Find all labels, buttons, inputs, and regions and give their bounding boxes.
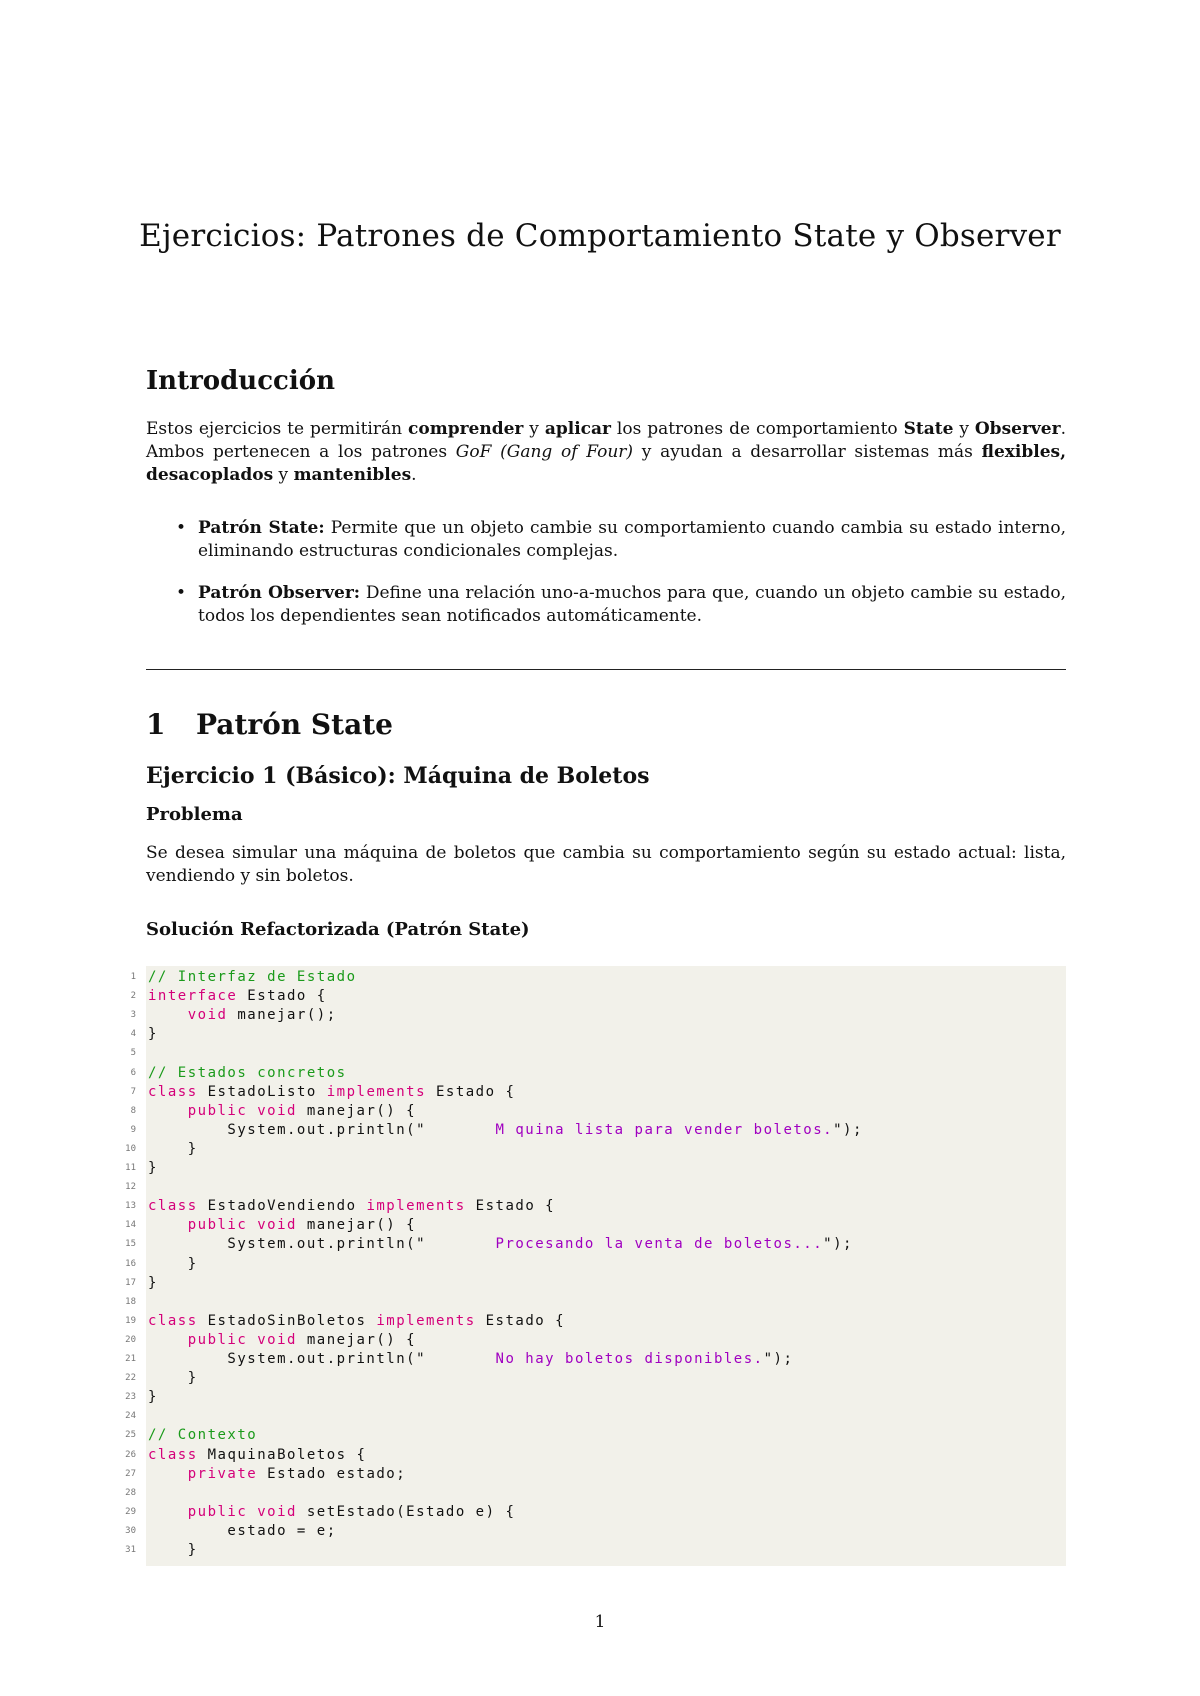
code-text: estado = e; xyxy=(148,1522,337,1539)
line-number: 15 xyxy=(125,1239,136,1250)
code-keyword: implements xyxy=(366,1198,466,1215)
code-keyword: implements xyxy=(376,1312,476,1329)
code-keyword: void xyxy=(187,1007,228,1024)
code-line xyxy=(125,1369,1066,1388)
bold-run: Observer xyxy=(974,419,1061,439)
code-line xyxy=(125,1312,1066,1331)
text-run: Estos ejercicios te permitirán xyxy=(146,419,409,439)
code-comment: // Interfaz de Estado xyxy=(148,969,357,985)
bullet-item-state xyxy=(146,517,1066,563)
line-number: 29 xyxy=(125,1506,136,1517)
text-run: y xyxy=(523,419,545,439)
code-string: No hay boletos disponibles. xyxy=(426,1351,764,1367)
line-number: 16 xyxy=(125,1258,136,1269)
code-text: } xyxy=(148,1026,158,1043)
code-keyword: class xyxy=(148,1446,198,1463)
code-block xyxy=(125,966,1066,1566)
code-line xyxy=(125,1446,1066,1465)
code-text xyxy=(148,1103,188,1119)
code-line xyxy=(125,1350,1066,1369)
line-number: 2 xyxy=(130,991,136,1002)
code-line xyxy=(125,1388,1066,1407)
code-line xyxy=(130,1006,1066,1025)
line-number: 6 xyxy=(130,1067,136,1078)
code-content xyxy=(148,1312,565,1331)
line-number: 22 xyxy=(125,1373,136,1384)
code-text: } xyxy=(148,1160,158,1176)
line-number: 8 xyxy=(130,1105,136,1116)
code-text xyxy=(148,1466,188,1482)
code-line xyxy=(125,1484,1066,1503)
code-content xyxy=(148,1064,347,1083)
code-content xyxy=(148,1255,198,1274)
code-line xyxy=(130,1025,1066,1044)
code-line xyxy=(130,987,1066,1006)
code-keyword: class xyxy=(148,1083,198,1100)
code-line xyxy=(125,1522,1066,1541)
code-line xyxy=(125,1178,1066,1197)
code-text xyxy=(148,1007,188,1023)
code-content xyxy=(148,1274,158,1293)
code-content xyxy=(148,1503,515,1522)
code-text: } xyxy=(148,1542,198,1558)
code-content xyxy=(148,1388,158,1407)
bullet-text xyxy=(198,517,1066,563)
section-heading xyxy=(146,708,393,741)
code-text xyxy=(247,1504,257,1520)
code-text: manejar() { xyxy=(296,1217,417,1234)
line-number: 28 xyxy=(125,1487,136,1498)
code-keyword: interface xyxy=(148,988,238,1005)
code-content xyxy=(148,1197,555,1216)
line-number: 5 xyxy=(130,1048,136,1059)
code-line xyxy=(130,1044,1066,1063)
code-text: setEstado(Estado e) { xyxy=(296,1503,516,1520)
code-text: EstadoVendiendo xyxy=(197,1198,367,1215)
code-keyword: class xyxy=(148,1312,198,1329)
code-line xyxy=(125,1216,1066,1235)
line-number: 30 xyxy=(125,1525,136,1536)
problem-heading: Problema xyxy=(146,804,243,825)
code-comment: // Contexto xyxy=(148,1427,258,1444)
bullet-body: Permite que un objeto cambie su comportamiento cuando cambia su estado interno, eliminando estructuras condicionales complejas. xyxy=(198,518,1066,561)
bold-run: State xyxy=(903,419,954,439)
code-content xyxy=(148,1331,416,1350)
text-run: y ayudan a desarrollar sistemas más xyxy=(633,442,982,462)
code-line xyxy=(125,1293,1066,1312)
code-text: "); xyxy=(823,1236,853,1253)
code-text xyxy=(148,1332,188,1348)
line-number: 19 xyxy=(125,1315,136,1326)
code-line xyxy=(125,1197,1066,1216)
code-text: } xyxy=(148,1255,198,1272)
line-number: 10 xyxy=(125,1143,136,1154)
text-run: . xyxy=(411,465,417,485)
code-comment: // Estados concretos xyxy=(148,1064,347,1081)
line-number: 26 xyxy=(125,1449,136,1460)
code-content xyxy=(148,987,327,1006)
code-text: EstadoListo xyxy=(197,1083,327,1100)
code-text: manejar() { xyxy=(296,1102,417,1119)
code-line xyxy=(125,1541,1066,1560)
italic-run: GoF (Gang of Four) xyxy=(455,442,634,462)
code-content xyxy=(148,1235,853,1254)
line-number: 4 xyxy=(130,1029,136,1040)
line-number: 31 xyxy=(125,1545,136,1555)
code-text: System.out.println(" xyxy=(148,1351,427,1367)
code-content xyxy=(148,1083,515,1102)
code-text: Estado { xyxy=(475,1312,566,1329)
line-number: 13 xyxy=(125,1201,136,1212)
code-keyword: public xyxy=(187,1102,248,1119)
bullet-label: Patrón Observer: xyxy=(198,583,361,603)
code-text xyxy=(247,1332,257,1348)
code-line xyxy=(125,1274,1066,1293)
code-line xyxy=(125,1465,1066,1484)
code-line xyxy=(125,1140,1066,1159)
code-line xyxy=(125,1235,1066,1254)
code-content xyxy=(148,1121,863,1140)
text-run: . Ambos pertenecen a los patrones xyxy=(146,419,1066,462)
code-content xyxy=(148,1006,337,1025)
bullet-text xyxy=(198,582,1066,628)
code-text xyxy=(148,1217,188,1233)
bold-run: flexibles, desacoplados xyxy=(146,442,1067,485)
code-text: EstadoSinBoletos xyxy=(197,1312,377,1329)
code-keyword: private xyxy=(187,1465,258,1482)
problem-text: Se desea simular una máquina de boletos que cambia su comportamiento según su estado actual: lista, vendiendo y sin boletos. xyxy=(146,843,1066,886)
code-keyword: class xyxy=(148,1198,198,1215)
code-line xyxy=(130,1121,1066,1140)
page-number: 1 xyxy=(594,1612,606,1632)
code-keyword: public xyxy=(187,1331,248,1348)
code-keyword: public xyxy=(187,1503,248,1520)
code-content xyxy=(148,1369,198,1388)
text-run: y xyxy=(953,419,975,439)
solution-heading: Solución Refactorizada (Patrón State) xyxy=(146,919,530,940)
code-content xyxy=(148,968,357,987)
code-text: Estado estado; xyxy=(257,1465,407,1482)
code-text xyxy=(148,1504,188,1520)
line-number: 18 xyxy=(125,1296,136,1307)
line-number: 21 xyxy=(125,1354,136,1364)
bold-run: aplicar xyxy=(544,419,611,439)
text-run: y xyxy=(273,465,294,485)
section-title: Patrón State xyxy=(196,708,393,741)
code-line xyxy=(130,1083,1066,1102)
code-line xyxy=(125,1159,1066,1178)
code-line xyxy=(130,968,1066,987)
code-text xyxy=(247,1103,257,1119)
code-text: System.out.println(" xyxy=(148,1121,427,1138)
code-content xyxy=(148,1216,416,1235)
code-line xyxy=(125,1255,1066,1274)
line-number: 7 xyxy=(130,1086,136,1097)
code-text: manejar() { xyxy=(296,1331,417,1348)
code-text: System.out.println(" xyxy=(148,1236,427,1253)
intro-heading: Introducción xyxy=(146,366,335,396)
line-number: 27 xyxy=(125,1468,136,1479)
code-content xyxy=(148,1522,337,1541)
code-text: "); xyxy=(833,1121,863,1138)
line-number: 24 xyxy=(125,1411,136,1422)
code-string: Procesando la venta de boletos... xyxy=(426,1236,824,1253)
bullet-icon: • xyxy=(176,518,187,538)
code-text: manejar(); xyxy=(227,1007,337,1024)
exercise-title: Ejercicio 1 (Básico): Máquina de Boletos xyxy=(146,763,650,789)
code-text: } xyxy=(148,1140,198,1157)
code-text: Estado { xyxy=(465,1198,556,1215)
line-number: 9 xyxy=(130,1124,136,1135)
code-text: "); xyxy=(763,1351,794,1367)
code-keyword: void xyxy=(257,1217,297,1234)
bullet-body: Define una relación uno-a-muchos para que, cuando un objeto cambie su estado, todos los dependientes sean notificados automáticamente. xyxy=(198,583,1066,626)
code-content xyxy=(148,1140,198,1159)
code-text: } xyxy=(148,1370,198,1387)
code-text: MaquinaBoletos { xyxy=(197,1446,367,1463)
code-content xyxy=(148,1350,793,1369)
line-number: 23 xyxy=(125,1392,136,1403)
code-line xyxy=(125,1503,1066,1522)
code-keyword: implements xyxy=(326,1083,427,1100)
line-number: 12 xyxy=(125,1182,136,1193)
code-text: Estado { xyxy=(426,1083,516,1100)
bold-run: comprender xyxy=(408,419,524,439)
code-string: M quina lista para vender boletos. xyxy=(426,1121,834,1138)
bold-run: mantenibles xyxy=(293,465,412,485)
document-title: Ejercicios: Patrones de Comportamiento State y Observer xyxy=(139,218,1061,254)
code-content xyxy=(148,1102,416,1121)
line-number: 17 xyxy=(125,1277,136,1288)
code-line xyxy=(125,1331,1066,1350)
line-number: 20 xyxy=(125,1334,136,1345)
code-keyword: public xyxy=(187,1217,248,1234)
code-line xyxy=(130,1102,1066,1121)
code-content xyxy=(148,1159,158,1178)
code-keyword: void xyxy=(257,1331,297,1348)
line-number: 11 xyxy=(125,1163,136,1173)
code-line xyxy=(130,1064,1066,1083)
code-text xyxy=(247,1217,257,1233)
line-number: 14 xyxy=(125,1220,136,1231)
code-keyword: void xyxy=(257,1102,297,1119)
code-keyword: void xyxy=(257,1503,297,1520)
code-text: Estado { xyxy=(237,988,327,1005)
code-line xyxy=(125,1426,1066,1445)
section-number: 1 xyxy=(146,708,166,741)
line-number: 3 xyxy=(130,1010,136,1021)
bullet-label: Patrón State: xyxy=(198,518,325,538)
code-content xyxy=(148,1446,366,1465)
code-text: } xyxy=(148,1274,158,1291)
code-text: } xyxy=(148,1389,158,1406)
intro-paragraph xyxy=(146,418,1066,487)
code-content xyxy=(148,1465,406,1484)
code-content xyxy=(148,1541,198,1560)
bullet-item-observer xyxy=(146,582,1066,628)
text-run: los patrones de comportamiento xyxy=(610,419,904,439)
horizontal-rule xyxy=(146,669,1066,670)
code-content xyxy=(148,1426,257,1445)
code-line xyxy=(125,1407,1066,1426)
line-number: 25 xyxy=(125,1430,136,1441)
line-number: 1 xyxy=(130,972,136,982)
bullet-icon: • xyxy=(176,583,187,603)
code-content xyxy=(148,1025,158,1044)
